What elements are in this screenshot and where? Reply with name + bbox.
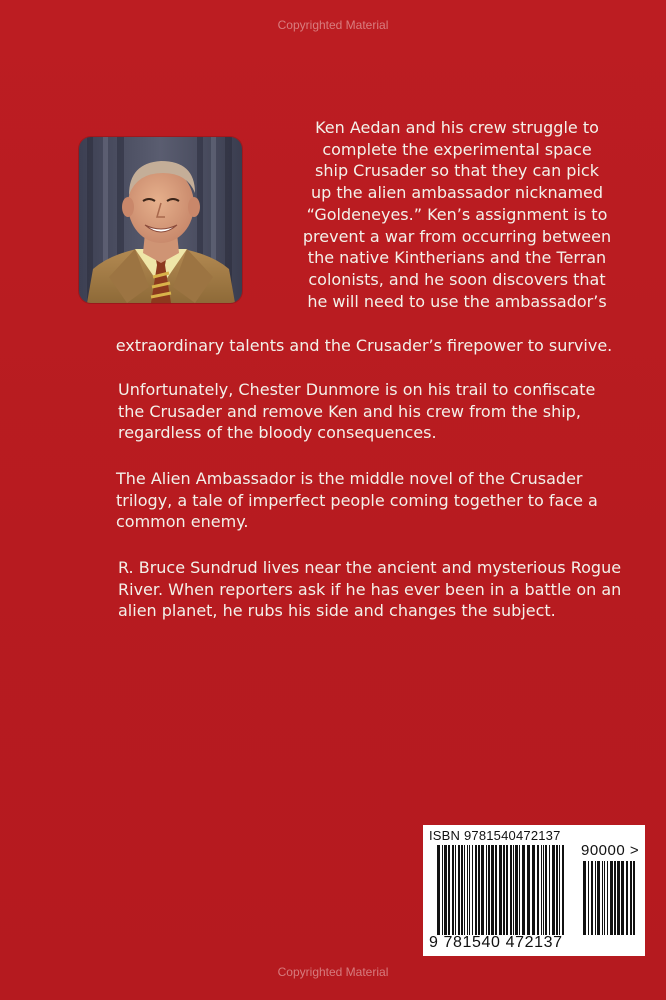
blurb-line: “Goldeneyes.” Ken’s assignment is to — [306, 204, 608, 224]
blurb-tail-line: extraordinary talents and the Crusader’s firepower to survive. — [115, 336, 613, 355]
author-photo — [79, 137, 242, 303]
paragraph-line: trilogy, a tale of imperfect people coming together to face a — [116, 490, 598, 510]
watermark-bottom: Copyrighted Material — [277, 965, 389, 979]
paragraph-line: River. When reporters ask if he has ever been in a battle on an — [118, 579, 622, 599]
paragraph-line: regardless of the bloody consequences. — [118, 423, 437, 443]
isbn-barcode — [423, 825, 645, 956]
blurb-line: he will need to use the ambassador’s — [307, 291, 607, 311]
blurb-line: prevent a war from occurring between — [302, 226, 612, 246]
barcode-addon-bars-icon — [583, 861, 637, 935]
blurb-line: Ken Aedan and his crew struggle to — [315, 118, 599, 137]
blurb-line: complete the experimental space — [322, 139, 592, 159]
paragraph-line: The Alien Ambassador is the middle novel of the Crusader — [116, 469, 583, 488]
isbn-label: ISBN 9781540472137 — [429, 828, 561, 843]
paragraph-line: Unfortunately, Chester Dunmore is on his trail to confiscate — [118, 380, 596, 399]
paragraph-author-bio — [118, 557, 622, 622]
isbn-digits: 9 781540 472137 — [429, 934, 563, 951]
author-portrait-icon — [79, 137, 242, 303]
paragraph-line: common enemy. — [116, 512, 249, 532]
price-code: 90000 > — [581, 842, 640, 859]
blurb-line: colonists, and he soon discovers that — [308, 269, 606, 289]
paragraph-villain — [118, 379, 596, 444]
blurb-intro — [258, 117, 656, 312]
watermark-top: Copyrighted Material — [277, 18, 389, 32]
paragraph-line: alien planet, he rubs his side and changes the subject. — [118, 601, 556, 621]
paragraph-line: R. Bruce Sundrud lives near the ancient and mysterious Rogue — [118, 558, 622, 577]
paragraph-line: the Crusader and remove Ken and his crew from the ship, — [118, 401, 581, 421]
blurb-line: up the alien ambassador nicknamed — [310, 183, 604, 203]
barcode-bars-icon — [437, 845, 567, 935]
paragraph-series — [116, 468, 598, 533]
blurb-line: the native Kintherians and the Terran — [307, 248, 607, 268]
blurb-line: ship Crusader so that they can pick — [315, 161, 599, 181]
